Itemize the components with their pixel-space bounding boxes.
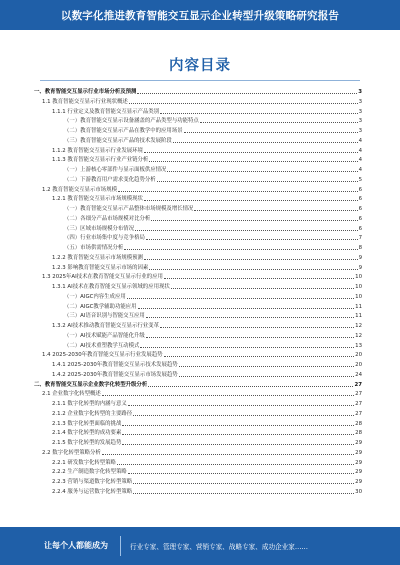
toc-leader-dots (164, 356, 355, 357)
toc-entry[interactable] (64, 293, 362, 301)
toc-entry-page: 6 (358, 206, 362, 212)
toc-entry[interactable] (64, 137, 362, 145)
toc-entry-title: 1.3.1 AI技术在教育智能交互显示领域的应用现状 (52, 284, 170, 290)
toc-entry-page: 29 (355, 449, 362, 456)
toc-entry-title: 1.2.2 教育智能交互显示市场规模预测 (52, 254, 143, 261)
toc-entry-title: 2.2.2 生产制造数字化转型策略 (52, 469, 127, 476)
toc-leader-dots (129, 103, 358, 104)
toc-entry[interactable] (42, 273, 362, 281)
toc-entry-page: 27 (354, 381, 362, 388)
toc-entry-page: 20 (355, 362, 362, 368)
toc-entry[interactable] (64, 342, 362, 350)
toc-entry[interactable] (52, 108, 362, 116)
toc-entry[interactable] (42, 186, 362, 194)
toc-leader-dots (146, 239, 358, 240)
toc-entry[interactable] (64, 303, 362, 311)
toc-entry-page: 6 (358, 186, 362, 193)
toc-entry-page: 29 (355, 440, 362, 446)
toc-entry[interactable] (52, 439, 362, 447)
toc-leader-dots (122, 444, 354, 445)
toc-entry[interactable] (52, 429, 362, 437)
toc-leader-dots (164, 278, 354, 279)
footer-banner (0, 527, 400, 565)
toc-entry-title: 2.2.1 研发数字化转型策略 (52, 459, 116, 466)
toc-entry[interactable] (52, 195, 362, 203)
toc-leader-dots (144, 259, 358, 260)
toc-leader-dots (149, 269, 357, 270)
toc-entry[interactable] (52, 478, 362, 486)
toc-entry-title: 1.2.1 教育智能交互显示市场规模现状 (52, 196, 143, 203)
toc-leader-dots (173, 142, 358, 143)
toc-entry-page: 28 (355, 430, 362, 437)
toc-entry-title: （一）AI技术赋能产品智能化升级 (64, 332, 145, 339)
toc-entry[interactable] (52, 468, 362, 476)
toc-entry[interactable] (42, 390, 362, 398)
toc-entry-page: 6 (358, 196, 362, 203)
footer-slogan: 让每个人都能成为 (44, 541, 108, 550)
toc-entry-title: 二、教育智能交互显示企业数字化转型升级分析 (34, 381, 148, 388)
toc-entry-page: 29 (355, 459, 362, 466)
toc-heading: 内容目录 (169, 58, 231, 74)
toc-leader-dots (184, 132, 358, 133)
toc-entry-title: 2.1.3 数字化转型面临的挑战 (52, 420, 122, 427)
toc-entry-page: 12 (355, 332, 362, 339)
toc-entry[interactable] (52, 488, 362, 496)
toc-entry-title: （五）市场供需情况分析 (64, 245, 124, 251)
toc-entry-page: 27 (355, 410, 362, 417)
toc-entry-title: 1.2 教育智能交互显示市场规模 (42, 186, 117, 193)
toc-entry-page: 29 (355, 469, 362, 476)
toc-entry-title: 1.3.2 AI技术推动教育智能交互显示行业变革 (52, 323, 159, 329)
toc-leader-dots (102, 395, 354, 396)
toc-entry[interactable] (52, 156, 362, 164)
toc-entry-page: 3 (358, 89, 362, 95)
toc-leader-dots (117, 464, 354, 465)
footer-separator (120, 536, 121, 556)
toc-entry-title: 1.1 教育智能交互显示行业现状概述 (42, 98, 128, 105)
toc-leader-dots (148, 386, 353, 387)
toc-leader-dots (179, 376, 354, 377)
toc-leader-dots (146, 317, 354, 318)
toc-entry[interactable] (64, 234, 362, 242)
toc-entry[interactable] (52, 410, 362, 418)
toc-entry[interactable] (52, 254, 362, 262)
toc-entry-page: 13 (355, 342, 362, 349)
toc-leader-dots (133, 415, 354, 416)
toc-entry-title: （二）AI技术重塑教学互动模式 (64, 342, 140, 349)
toc-entry-page: 30 (355, 488, 362, 495)
toc-entry[interactable] (42, 351, 362, 359)
toc-leader-dots (122, 434, 354, 435)
toc-leader-dots (146, 337, 354, 338)
toc-entry-page: 4 (358, 137, 362, 144)
toc-entry[interactable] (64, 332, 362, 340)
toc-entry-page: 24 (355, 371, 362, 378)
toc-entry-page: 27 (355, 401, 362, 407)
toc-entry[interactable] (52, 371, 362, 379)
header-banner (0, 0, 400, 30)
toc-entry-page: 11 (355, 313, 362, 320)
toc-entry-page: 10 (355, 284, 362, 290)
toc-entry-page: 6 (358, 215, 362, 222)
toc-entry[interactable] (64, 225, 362, 233)
toc-entry-page: 5 (358, 176, 362, 183)
toc-entry-page: 27 (355, 391, 362, 398)
toc-entry[interactable] (64, 205, 362, 213)
toc-entry-page: 3 (358, 128, 362, 134)
toc-entry[interactable] (52, 322, 362, 330)
toc-entry-title: （三）AI语音识别与智能交互应用 (64, 313, 145, 320)
toc-entry-title: （三）区域市场规模分布情况 (64, 225, 135, 232)
toc-entry-title: 1.1.3 教育智能交互显示行业产业链分析 (52, 157, 149, 164)
toc-entry-page: 28 (355, 420, 362, 427)
toc-entry[interactable] (42, 449, 362, 457)
toc-leader-dots (127, 298, 354, 299)
toc-leader-dots (179, 366, 354, 367)
toc-entry[interactable] (64, 127, 362, 135)
toc-leader-dots (133, 483, 354, 484)
report-title: 以数字化推进教育智能交互显示企业转型升级策略研究报告 (60, 9, 340, 22)
toc-entry[interactable] (64, 215, 362, 223)
toc-entry-page: 3 (358, 98, 362, 105)
toc-entry-page: 4 (358, 157, 362, 164)
toc-leader-dots (128, 405, 354, 406)
toc-entry-title: 1.3 2025年AI技术在教育智能交互显示行业的应用 (42, 274, 163, 281)
toc-entry-title: 2.1 企业数字化转型概述 (42, 391, 101, 398)
toc-entry-title: 2.1.1 数字化转型的内涵与意义 (52, 401, 127, 407)
toc-entry[interactable] (52, 361, 362, 369)
toc-entry-title: 1.1.2 教育智能交互显示行业发展环境 (52, 147, 143, 154)
toc-leader-dots (149, 161, 357, 162)
toc-entry-page: 8 (358, 245, 362, 251)
toc-entry-title: 一、教育智能交互显示行业市场分析及预测 (34, 89, 137, 95)
toc-leader-dots (118, 191, 358, 192)
toc-leader-dots (140, 347, 354, 348)
toc-leader-dots (167, 171, 357, 172)
toc-leader-dots (137, 93, 357, 94)
toc-entry-title: 2.1.2 企业数字化转型的主要路径 (52, 410, 133, 417)
toc-entry-title: （一）教育智能交互显示产品整体市场规模及增长情况 (64, 206, 194, 212)
toc-entry-title: 1.4.1 2025-2030年教育智能交互显示技术发展趋势 (52, 362, 178, 368)
toc-leader-dots (151, 220, 357, 221)
toc-entry-title: （二）各细分产品市场规模对比分析 (64, 215, 151, 222)
toc-leader-dots (135, 230, 357, 231)
toc-entry-title: （二）教育智能交互显示产品在教学中的应用场景 (64, 128, 183, 134)
toc-entry-title: （三）教育智能交互显示产品的技术发展阶段 (64, 137, 172, 144)
toc-entry[interactable] (64, 166, 362, 174)
toc-entry-title: 2.2.3 营销与渠道数字化转型策略 (52, 479, 133, 485)
toc-entry-title: （二）AIGC教学辅助功能应用 (64, 303, 137, 310)
toc-leader-dots (102, 454, 354, 455)
toc-entry[interactable] (34, 381, 362, 389)
toc-entry-page: 9 (358, 254, 362, 261)
toc-entry[interactable] (64, 312, 362, 320)
toc-leader-dots (144, 200, 358, 201)
toc-entry[interactable] (52, 264, 362, 272)
toc-leader-dots (128, 473, 354, 474)
toc-entry-page: 4 (358, 147, 362, 154)
toc-entry[interactable] (52, 147, 362, 155)
toc-leader-dots (194, 210, 357, 211)
toc-entry-page: 20 (355, 352, 362, 359)
toc-divider (40, 80, 360, 81)
toc-entry-title: 2.2.4 服务与运营数字化转型策略 (52, 488, 133, 495)
toc-entry-page: 4 (358, 167, 362, 173)
toc-entry-title: 2.1.4 数字化转型的成功要素 (52, 430, 122, 437)
toc-entry-title: （四）行业市场集中度与竞争格局 (64, 235, 145, 242)
toc-entry-title: 2.1.5 数字化转型的发展趋势 (52, 440, 122, 446)
toc-entry[interactable] (64, 244, 362, 252)
toc-leader-dots (138, 308, 355, 309)
toc-entry-title: （一）教育智能交互显示设备涵盖的产品类型与功能特点 (64, 118, 199, 125)
toc-entry-page: 11 (355, 303, 362, 310)
toc-entry-title: 1.4 2025-2030年教育智能交互显示行业发展趋势 (42, 352, 163, 359)
toc-entry-page: 3 (358, 108, 362, 115)
toc-entry-title: 1.4.2 2025-2030年教育智能交互显示市场发展趋势 (52, 371, 178, 378)
footer-roles: 行业专家、管理专家、营销专家、战略专家、成功企业家…… (130, 543, 309, 551)
toc-entry[interactable] (34, 88, 362, 96)
toc-leader-dots (122, 425, 354, 426)
toc-leader-dots (144, 152, 358, 153)
toc-entry-title: 1.2.3 影响教育智能交互显示市场的因素 (52, 264, 149, 271)
toc-entry-page: 6 (358, 225, 362, 232)
toc-entry[interactable] (64, 117, 362, 125)
toc-entry[interactable] (52, 283, 362, 291)
toc-leader-dots (171, 288, 354, 289)
toc-entry-title: （一）上游核心零部件与显示面板供应情况 (64, 167, 167, 173)
toc-entry[interactable] (52, 400, 362, 408)
toc-entry-title: （一）AIGC内容生成应用 (64, 293, 126, 300)
toc-leader-dots (160, 113, 357, 114)
toc-leader-dots (124, 249, 357, 250)
toc-entry-title: 2.2 数字化转型策略分析 (42, 449, 101, 456)
toc-leader-dots (133, 493, 354, 494)
toc-entry-page: 3 (358, 118, 362, 125)
toc-entry-page: 10 (355, 293, 362, 300)
toc-entry[interactable] (52, 420, 362, 428)
toc-entry-title: 1.1.1 行业定义及教育智能交互显示产品类别 (52, 108, 160, 115)
toc-entry-page: 7 (358, 235, 362, 242)
toc-leader-dots (157, 181, 358, 182)
toc-entry-page: 10 (355, 274, 362, 281)
toc-entry-page: 29 (355, 479, 362, 485)
toc-leader-dots (200, 122, 358, 123)
toc-entry-page: 12 (355, 323, 362, 329)
toc-leader-dots (160, 327, 354, 328)
toc-entry[interactable] (42, 98, 362, 106)
toc-entry[interactable] (64, 176, 362, 184)
toc-entry-title: （二）下游教育用户需求变化趋势分析 (64, 176, 156, 183)
toc-entry[interactable] (52, 459, 362, 467)
toc-entry-page: 9 (358, 264, 362, 271)
